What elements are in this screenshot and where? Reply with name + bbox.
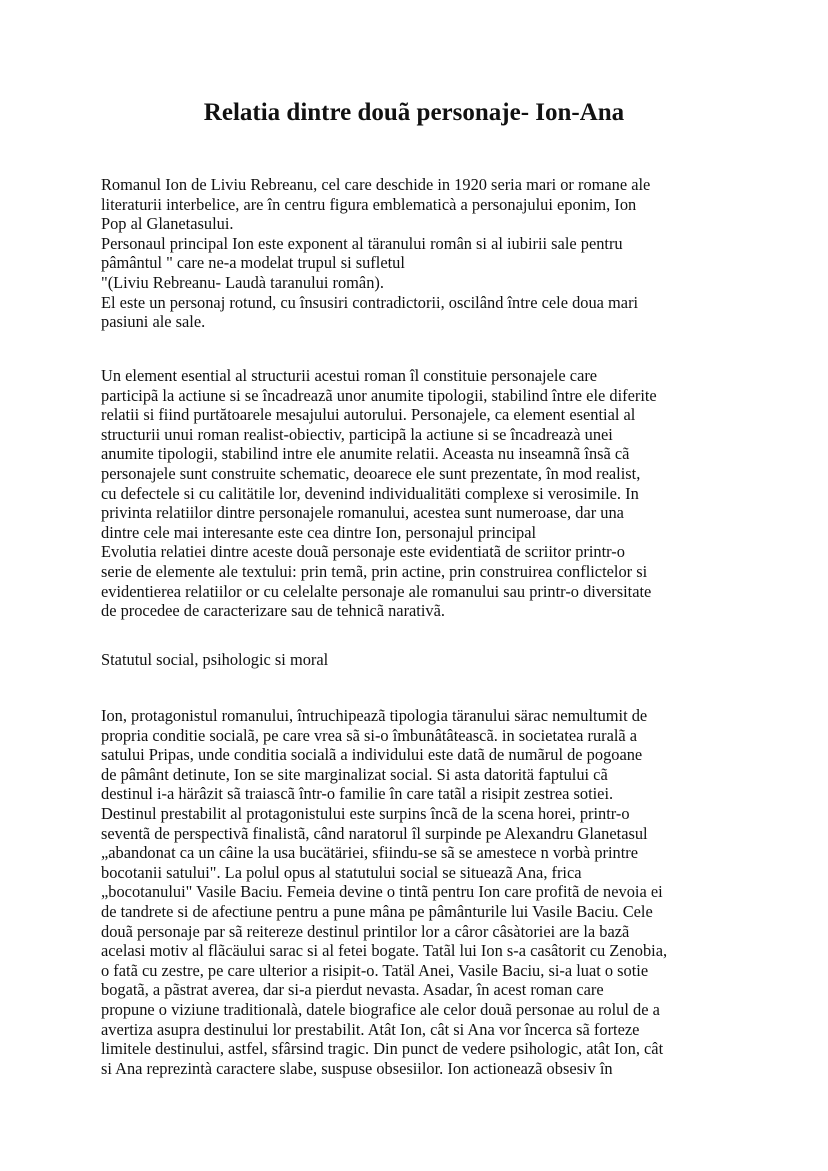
intro-paragraph xyxy=(101,175,741,332)
text-line: cu defectele si cu calitätile lor, devenind individualitäti complexe si verosimile. In xyxy=(101,483,639,503)
text-line: Romanul Ion de Liviu Rebreanu, cel care deschide in 1920 seria mari or romane ale xyxy=(101,175,651,194)
text-line: privinta relatiilor dintre personajele romanului, acestea sunt numeroase, dar una xyxy=(101,503,624,523)
text-line: de pâmânt detinute, Ion se site marginalizat social. Si asta datoritä faptului cã xyxy=(101,764,608,784)
text-line: "(Liviu Rebreanu- Laudà taranului român). xyxy=(101,272,384,292)
text-line: Ion, protagonistul romanului, întruchipeazã tipologia täranului särac nemultumit de xyxy=(101,706,648,725)
text-line: destinul i-a härâzit sã traiascã într-o familie în care tatãl a risipit zestrea sotiei. xyxy=(101,784,614,804)
text-line: seventã de perspectivã finalistã, când naratorul îl surpinde pe Alexandru Glanetasul xyxy=(101,823,648,843)
text-line: avertiza asupra destinului lor prestabilit. Atât Ion, cât si Ana vor încerca sã forteze xyxy=(101,1019,640,1039)
text-line: Destinul prestabilit al protagonistului este surpins încã de la scena horei, printr-o xyxy=(101,803,630,823)
text-line: Personaul principal Ion este exponent al täranului român si al iubirii sale pentru xyxy=(101,233,623,253)
text-line: Un element esential al structurii acestui roman îl constituie personajele care xyxy=(101,366,598,385)
text-line: douã personaje par sã reitereze destinul printilor lor a câror câsàtoriei are la bazã xyxy=(101,921,630,941)
text-line: propria conditie socialã, pe care vrea sã si-o îmbunâtâteascã. in societatea ruralã a xyxy=(101,725,638,745)
document-title: Relatia dintre douã personaje- Ion-Ana xyxy=(203,99,625,126)
text-line: o fatã cu zestre, pe care ulterior a risipit-o. Tatäl Anei, Vasile Baciu, si-a luat o sotie xyxy=(101,960,649,980)
text-line: evidentierea relatiilor or cu celelalte personaje ale romanului sau printr-o diversitate xyxy=(101,581,652,601)
text-line: acelasi motiv al flãcäului sarac si al fetei bogate. Tatãl lui Ion s-a casâtorit cu Zenobia, xyxy=(101,941,668,961)
text-line: satului Pripas, unde conditia socialã a individului este datã de numãrul de pogoane xyxy=(101,745,643,765)
text-line: propune o viziune traditionalà, datele biografice ale celor douã personae au rolul de a xyxy=(101,999,660,1019)
text-line: Evolutia relatiei dintre aceste douã personaje este evidentiatã de scriitor printr-o xyxy=(101,542,625,562)
text-line: de tandrete si de afectiune pentru a pune mâna pe pâmânturile lui Vasile Baciu. Cele xyxy=(101,901,653,921)
structure-paragraph xyxy=(101,366,741,621)
text-line: literaturii interbelice, are în centru figura emblematicà a personajului eponim, Ion xyxy=(101,194,637,214)
text-line: anumite tipologii, stabilind intre ele anumite relatii. Aceasta nu inseamnã însã cã xyxy=(101,444,630,464)
social-status-paragraph xyxy=(101,706,741,1078)
text-line: dintre cele mai interesante este cea dintre Ion, personajul principal xyxy=(101,522,537,542)
text-line: „abandonat ca un câine la usa bucätäriei, sfiindu-se sã se amestece n vorbà printre xyxy=(101,843,639,863)
text-line: limitele destinului, astfel, sfârsind tragic. Din punct de vedere psihologic, atât Ion, cât xyxy=(101,1039,664,1059)
text-line: structurii unui roman realist-obiectiv, participã la actiune si se încadreazà unei xyxy=(101,424,613,444)
text-line: serie de elemente ale textului: prin temã, prin actine, prin construirea conflictelor si xyxy=(101,561,648,581)
text-line: relatii si fiind purtătoarele mesajului autorului. Personajele, ca element esential al xyxy=(101,405,636,425)
text-line: Pop al Glanetasului. xyxy=(101,214,234,234)
text-line: de procedee de caracterizare sau de tehnicã narativã. xyxy=(101,601,445,621)
text-line: pasiuni ale sale. xyxy=(101,312,206,332)
text-line: El este un personaj rotund, cu însusiri contradictorii, oscilând între cele doua mari xyxy=(101,292,639,312)
text-line: pâmântul " care ne-a modelat trupul si sufletul xyxy=(101,253,405,273)
text-line: participã la actiune si se încadreazã unor anumite tipologii, stabilind între ele diferite xyxy=(101,385,657,405)
section-heading: Statutul social, psihologic si moral xyxy=(101,650,329,669)
text-line: si Ana reprezintà caractere slabe, suspuse obsesiilor. Ion actioneazã obsesiv în xyxy=(101,1058,613,1078)
text-line: bogatã, a pãstrat averea, dar si-a pierdut nevasta. Asadar, în acest roman care xyxy=(101,980,604,1000)
text-line: bocotanii satului". La polul opus al statutului social se situeazã Ana, frica xyxy=(101,862,582,882)
text-line: „bocotanului" Vasile Baciu. Femeia devine o tintã pentru Ion care profitã de nevoia ei xyxy=(101,882,663,902)
text-line: personajele sunt construite schematic, deoarece ele sunt prezentate, în mod realist, xyxy=(101,463,641,483)
